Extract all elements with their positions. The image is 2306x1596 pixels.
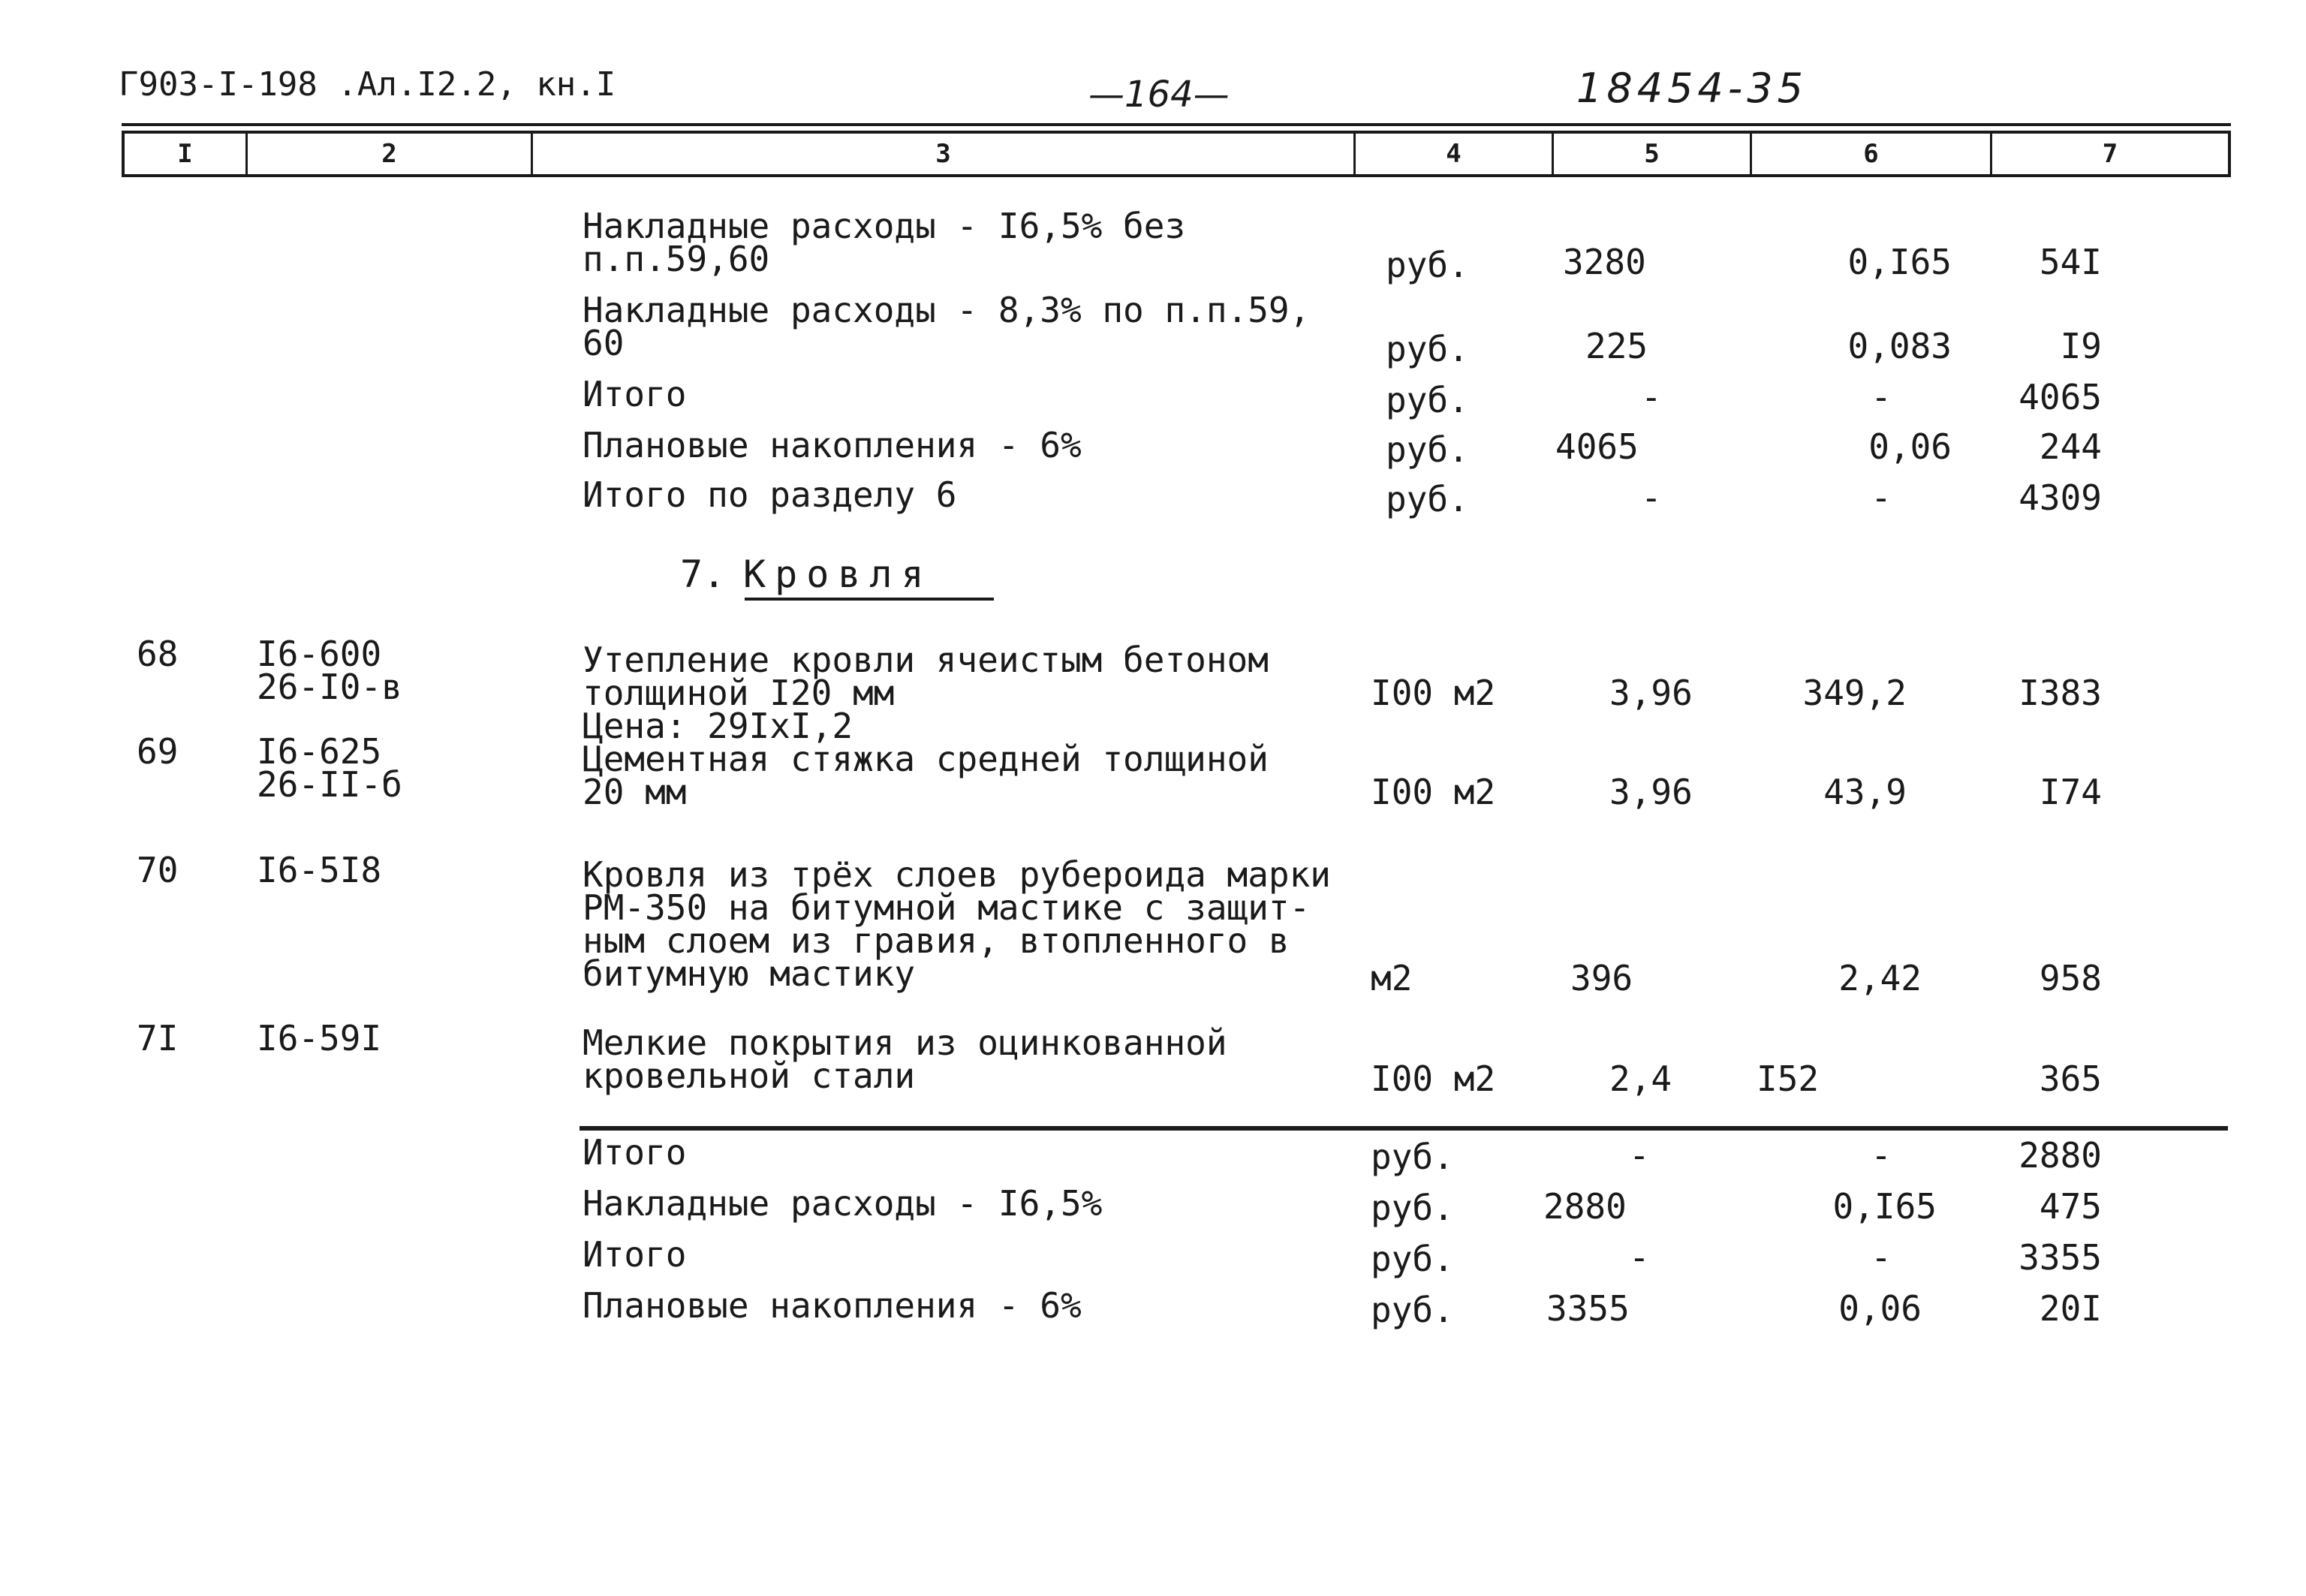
row-unit: руб. [1386,380,1469,420]
header-top-rule [122,123,2231,126]
row-total: 54I [2039,242,2102,282]
item-quantity: 3,96 [1609,772,1693,812]
item-rate: I52 [1757,1058,1820,1099]
item-total: 958 [2039,958,2102,998]
row-total: 244 [2039,426,2102,467]
item-number: 69 [137,731,179,772]
row-unit: руб. [1371,1239,1454,1279]
item-rate: 2,42 [1838,958,1922,998]
row-description-line: Накладные расходы - 8,3% по п.п.59, [583,290,1311,330]
item-code: I6-59I [257,1018,382,1058]
row-quantity: 225 [1585,326,1648,366]
row-quantity: 3355 [1546,1288,1630,1329]
item-rate: 43,9 [1823,772,1907,812]
item-code: I6-600 [257,634,382,674]
row-description-line: 60 [583,323,625,363]
row-description-line: Плановые накопления - 6% [583,425,1082,465]
item-description-line: РМ-350 на битумной мастике с защит- [583,887,1311,928]
row-description-line: Накладные расходы - I6,5% без [583,206,1186,246]
subtotal-separator-rule [580,1126,2228,1131]
row-total: 3355 [2019,1237,2102,1278]
item-description-line: Кровля из трёх слоев рубероида марки [583,854,1331,895]
row-rate: - [1871,377,1892,417]
row-quantity: 4065 [1555,426,1639,467]
column-header-5: 5 [1554,134,1752,174]
item-description-line: толщиной I20 мм [583,673,895,713]
row-unit: руб. [1386,429,1469,470]
row-description-line: п.п.59,60 [583,239,770,279]
item-quantity: 396 [1570,958,1633,998]
row-rate: 0,I65 [1832,1186,1937,1227]
item-code: 26-II-б [257,764,402,805]
document-code: Г903-I-198 .Ал.I2.2, кн.I [119,65,616,104]
item-quantity: 2,4 [1609,1058,1672,1099]
item-description-line: Утепление кровли ячеистым бетоном [583,640,1269,680]
row-quantity: - [1641,377,1662,417]
row-description-line: Итого по разделу 6 [583,474,957,515]
row-rate: - [1871,1135,1892,1176]
row-unit: руб. [1386,329,1469,369]
row-total: I9 [2060,326,2102,366]
row-unit: руб. [1371,1137,1454,1177]
section-title-underline [745,598,994,601]
column-header-bar [122,131,2231,177]
row-rate: 0,06 [1838,1288,1922,1329]
section-number: 7. [680,553,726,596]
item-code: I6-625 [257,731,382,772]
row-quantity: 2880 [1543,1186,1627,1227]
page-number: —164— [1088,74,1230,116]
row-quantity: - [1641,477,1662,518]
item-number: 68 [137,634,179,674]
row-rate: 0,06 [1868,426,1952,467]
row-quantity: - [1629,1135,1650,1176]
handwritten-reference: 18454-35 [1576,65,1808,112]
row-quantity: - [1629,1237,1650,1278]
item-total: I74 [2039,772,2102,812]
row-total: 4065 [2019,377,2102,417]
item-quantity: 3,96 [1609,673,1693,713]
row-unit: руб. [1371,1290,1454,1330]
column-header-7: 7 [2102,139,2118,169]
item-code: 26-I0-в [257,667,402,707]
item-total: 365 [2039,1058,2102,1099]
row-unit: руб. [1371,1188,1454,1228]
column-header-6: 6 [1752,134,1992,174]
section-title: Кровля [743,553,933,596]
row-total: 475 [2039,1186,2102,1227]
item-description-line: битумную мастику [583,953,916,994]
item-number: 7I [137,1018,179,1058]
row-total: 20I [2039,1288,2102,1329]
item-number: 70 [137,850,179,890]
item-rate: 349,2 [1802,673,1907,713]
row-description-line: Накладные расходы - I6,5% [583,1183,1103,1224]
item-description-line: ным слоем из гравия, втопленного в [583,920,1290,961]
row-quantity: 3280 [1563,242,1646,282]
row-description-line: Плановые накопления - 6% [583,1285,1082,1326]
row-description-line: Итого [583,1234,687,1275]
item-unit: I00 м2 [1371,1058,1496,1099]
row-rate: 0,I65 [1847,242,1952,282]
item-unit: I00 м2 [1371,772,1496,812]
item-description-line: 20 мм [583,772,687,812]
item-description-line: Мелкие покрытия из оцинкованной [583,1022,1227,1063]
row-unit: руб. [1386,245,1469,285]
item-code: I6-5I8 [257,850,382,890]
item-unit: м2 [1371,958,1413,998]
item-description-line: Цена: 29IxI,2 [583,706,853,746]
item-description-line: кровельной стали [583,1055,916,1096]
item-description-line: Цементная стяжка средней толщиной [583,739,1269,779]
row-rate: 0,083 [1847,326,1952,366]
row-total: 4309 [2019,477,2102,518]
column-header-2: 2 [248,134,533,174]
row-description-line: Итого [583,1132,687,1173]
item-total: I383 [2019,673,2102,713]
row-unit: руб. [1386,479,1469,519]
column-header-4: 4 [1356,134,1554,174]
column-header-3: 3 [533,134,1356,174]
item-unit: I00 м2 [1371,673,1496,713]
column-header-1: I [125,134,248,174]
row-rate: - [1871,1237,1892,1278]
row-total: 2880 [2019,1135,2102,1176]
row-rate: - [1871,477,1892,518]
row-description-line: Итого [583,374,687,414]
